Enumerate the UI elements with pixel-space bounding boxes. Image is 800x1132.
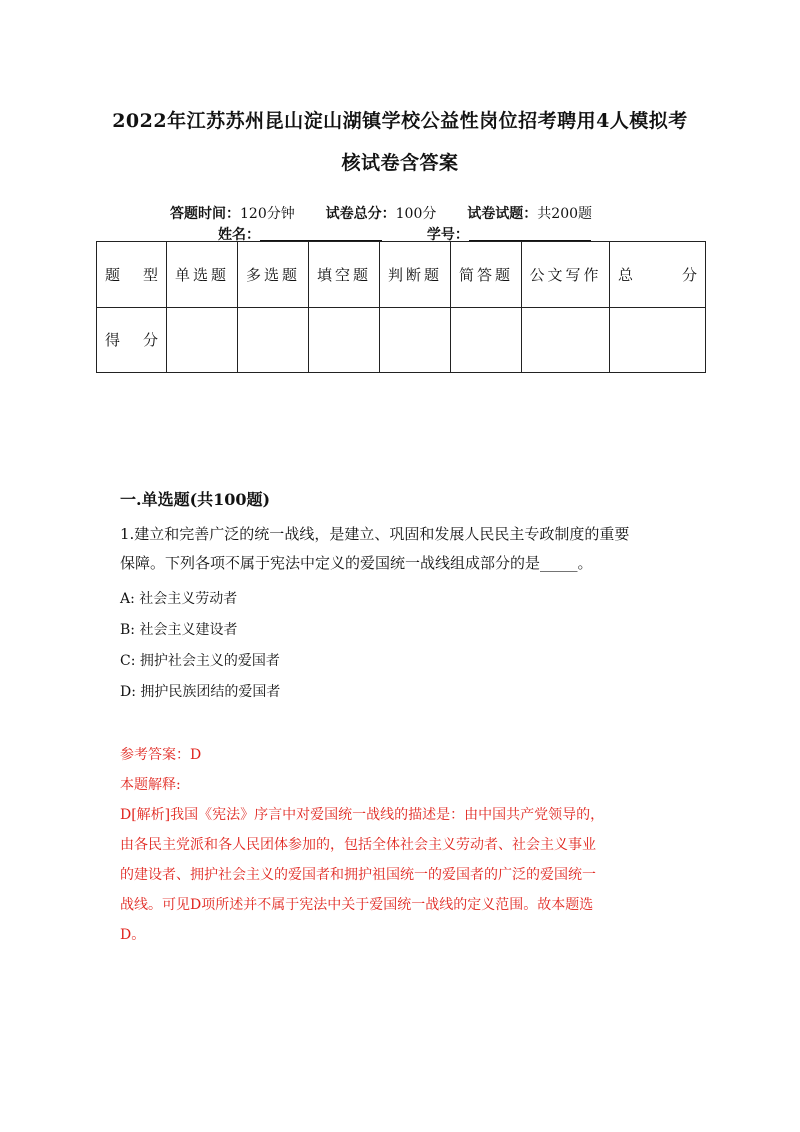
score-cell[interactable] [380,307,451,373]
score-cell[interactable] [451,307,522,373]
score-cell[interactable] [522,307,610,373]
header-cell-multi: 多选题 [238,242,309,308]
option-b: B: 社会主义建设者 [120,622,238,638]
explanation-label: 本题解释: [120,777,181,793]
header-cell-writing: 公文写作 [522,242,610,308]
exam-title-line-1: 2022年江苏苏州昆山淀山湖镇学校公益性岗位招考聘用4人模拟考 [112,110,688,132]
score-table-header-row [97,242,706,308]
header-cell-short: 简答题 [451,242,522,308]
score-cell[interactable] [238,307,309,373]
option-d: D: 拥护民族团结的爱国者 [120,684,281,700]
header-cell-judge: 判断题 [380,242,451,308]
question-line-2: 保障。下列各项不属于宪法中定义的爱国统一战线组成部分的是_____。 [120,554,593,572]
time-label: 答题时间： [170,206,240,222]
name-label: 姓名： [218,227,260,243]
explanation-line-4: 战线。可见D项所述并不属于宪法中关于爱国统一战线的定义范围。故本题选 [120,897,594,913]
score-cell[interactable] [167,307,238,373]
option-a: A: 社会主义劳动者 [120,591,238,607]
score-table-score-row [97,307,706,373]
reference-answer: 参考答案：D [120,747,202,763]
option-c: C: 拥护社会主义的爱国者 [120,653,280,669]
header-cell-fill: 填空题 [309,242,380,308]
explanation-line-2: 由各民主党派和各人民团体参加的，包括全体社会主义劳动者、社会主义事业 [120,837,596,853]
exam-title-line-2: 核试卷含答案 [341,152,459,174]
name-blank[interactable] [260,226,382,241]
student-id-blank[interactable] [469,226,591,241]
exam-meta-row [170,203,592,223]
count-label: 试卷试题： [467,206,538,222]
header-cell-type: 题型 [97,242,167,308]
question-line-1: 1.建立和完善广泛的统一战线，是建立、巩固和发展人民民主专政制度的重要 [120,525,630,543]
score-cell[interactable] [610,307,706,373]
score-table [96,241,706,373]
explanation-line-5: D。 [120,927,146,943]
explanation-line-1: D[解析]我国《宪法》序言中对爱国统一战线的描述是：由中国共产党领导的， [120,807,605,823]
header-cell-single: 单选题 [167,242,238,308]
explanation-line-3: 的建设者、拥护社会主义的爱国者和拥护祖国统一的爱国者的广泛的爱国统一 [120,867,596,883]
score-cell[interactable] [309,307,380,373]
count-value: 共200题 [537,206,593,222]
row-label-score: 得分 [97,307,167,373]
total-label: 试卷总分： [325,206,396,222]
total-value: 100分 [395,206,437,222]
header-cell-total: 总分 [610,242,706,308]
student-id-label: 学号： [426,227,469,243]
section-title: 一.单选题(共100题) [120,490,271,509]
time-value: 120分钟 [240,206,295,222]
